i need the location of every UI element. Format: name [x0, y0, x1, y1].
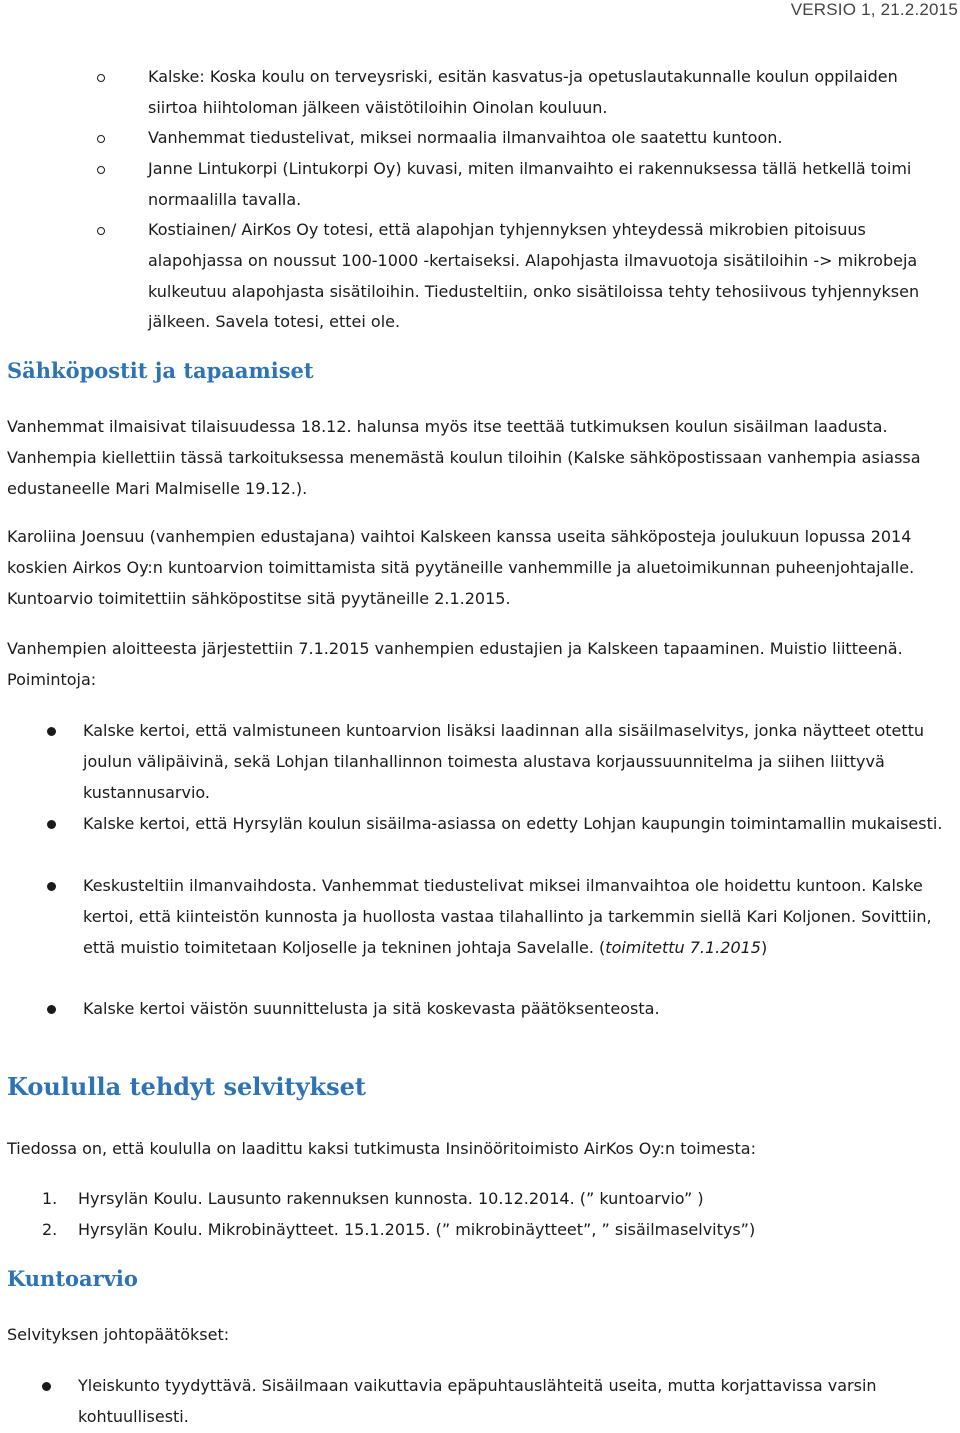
list-item: Vanhemmat tiedustelivat, miksei normaalia ilmanvaihtoa ole saatettu kuntoon.: [148, 123, 948, 154]
list-item: 1. Hyrsylän Koulu. Lausunto rakennuksen kunnosta. 10.12.2014. (” kuntoarvio” ): [42, 1189, 704, 1208]
circle-bullet-icon: [97, 74, 105, 82]
paragraph: Karoliina Joensuu (vanhempien edustajana) vaihtoi Kalskeen kanssa useita sähköposteja joulukuun lopussa 2014 koskien Airkos Oy:n kuntoarvion toimittamista sitä pyytäneille vanhemmille ja aluetoimikunnan puheenjohtajalle. Kuntoarvio toimitettiin sähköpostitse sitä pyytäneille 2.1.2015.: [7, 527, 915, 608]
list-item: Keskusteltiin ilmanvaihdosta. Vanhemmat tiedustelivat miksei ilmanvaihtoa ole hoidettu kuntoon. Kalske kertoi, että kiinteistön kunnosta ja huollosta vastaa tilahallinto ja tarkemmin siellä Kari Koljonen. Sovittiin, että muistio toimitetaan Koljoselle ja tekninen johtaja Savelalle. (toimitettu 7.1.2015): [83, 871, 955, 963]
list-item: Kalske kertoi väistön suunnittelusta ja sitä koskevasta päätöksenteosta.: [83, 994, 955, 1025]
bullet-icon: [42, 1382, 51, 1391]
circle-bullet-icon: [97, 166, 105, 174]
paragraph: Vanhemmat ilmaisivat tilaisuudessa 18.12. halunsa myös itse teettää tutkimuksen koulun sisäilman laadusta. Vanhempia kiellettiin tässä tarkoituksessa menemästä koulun tiloihin (Kalske sähköpostissaan vanhempia asiassa edustaneelle Mari Malmiselle 19.12.).: [7, 417, 921, 498]
bullet-icon: [47, 882, 56, 891]
circle-bullet-icon: [97, 227, 105, 235]
list-item: Kalske: Koska koulu on terveysriski, esitän kasvatus-ja opetuslautakunnalle koulun oppilaiden siirtoa hiihtoloman jälkeen väistötiloihin Oinolan kouluun.: [148, 62, 948, 124]
section-heading-kuntoarvio: Kuntoarvio: [7, 1266, 138, 1291]
list-item: 2. Hyrsylän Koulu. Mikrobinäytteet. 15.1.2015. (” mikrobinäytteet”, ” sisäilmaselvitys”): [42, 1220, 756, 1239]
list-item: Kalske kertoi, että valmistuneen kuntoarvion lisäksi laadinnan alla sisäilmaselvitys, jonka näytteet otettu joulun välipäivinä, sekä Lohjan tilanhallinnon toimesta alustava korjaussuunnitelma ja siihen liittyvä kustannusarvio.: [83, 716, 955, 808]
list-item: Yleiskunto tyydyttävä. Sisäilmaan vaikuttavia epäpuhtauslähteitä useita, mutta korjattavissa varsin kohtuullisesti.: [78, 1371, 950, 1433]
bullet-icon: [47, 1005, 56, 1014]
list-item: Kalske kertoi, että Hyrsylän koulun sisäilma-asiassa on edetty Lohjan kaupungin toimintamallin mukaisesti.: [83, 809, 955, 840]
document-version: VERSIO 1, 21.2.2015: [790, 0, 958, 19]
section-heading-studies: Koululla tehdyt selvitykset: [7, 1072, 366, 1101]
section-heading-emails: Sähköpostit ja tapaamiset: [7, 358, 314, 383]
list-item: Janne Lintukorpi (Lintukorpi Oy) kuvasi, miten ilmanvaihto ei rakennuksessa tällä hetkellä toimi normaalilla tavalla.: [148, 154, 948, 216]
paragraph: Vanhempien aloitteesta järjestettiin 7.1.2015 vanhempien edustajien ja Kalskeen tapaaminen. Muistio liitteenä. Poimintoja:: [7, 639, 903, 689]
circle-bullet-icon: [97, 135, 105, 143]
paragraph: Tiedossa on, että koululla on laadittu kaksi tutkimusta Insinööritoimisto AirKos Oy:n toimesta:: [7, 1139, 756, 1158]
bullet-icon: [47, 820, 56, 829]
paragraph: Selvityksen johtopäätökset:: [7, 1325, 230, 1344]
bullet-icon: [47, 727, 56, 736]
list-item: Kostiainen/ AirKos Oy totesi, että alapohjan tyhjennyksen yhteydessä mikrobien pitoisuus alapohjassa on noussut 100-1000 -kertaiseksi. Alapohjasta ilmavuotoja sisätiloihin -> mikrobeja kulkeutuu alapohjasta sisätiloihin. Tiedusteltiin, onko sisätiloissa tehty tehosiivous tyhjennyksen jälkeen. Savela totesi, ettei ole.: [148, 215, 948, 338]
